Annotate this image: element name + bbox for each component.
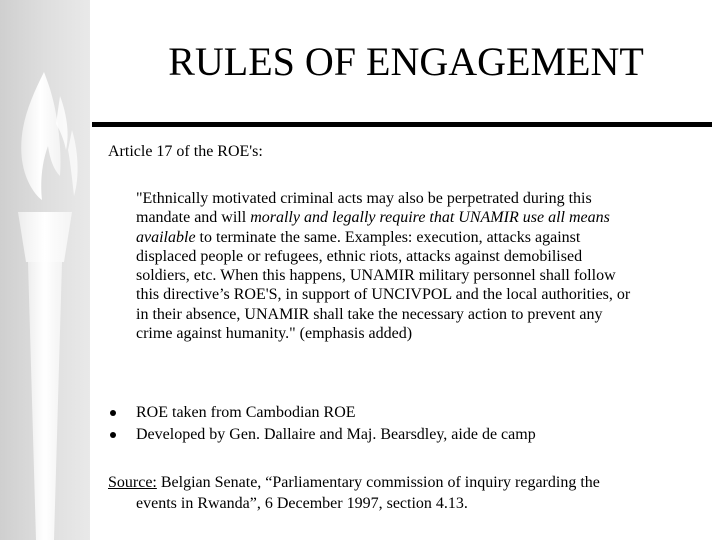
quote-text: mandate and will — [136, 209, 251, 227]
source-line: events in Rwanda”, 6 December 1997, section 4.13. — [136, 495, 468, 512]
quote-line — [136, 208, 716, 227]
quote-line: displaced people or refugees, ethnic riots, attacks against demobilised — [136, 247, 583, 265]
quote-block — [136, 189, 716, 343]
quote-line — [136, 228, 716, 247]
quote-line: this directive’s ROE'S, in support of UNCIVPOL and the local authorities, or — [136, 286, 631, 304]
title-divider — [92, 122, 712, 127]
bullet-list — [108, 402, 536, 446]
bullet-text: ROE taken from Cambodian ROE — [136, 404, 356, 421]
bullet-text: Developed by Gen. Dallaire and Maj. Bearsdley, aide de camp — [136, 426, 536, 443]
quote-line: soldiers, etc. When this happens, UNAMIR military personnel shall follow — [136, 267, 616, 285]
intro-text: Article 17 of the ROE's: — [108, 143, 263, 160]
quote-line: "Ethnically motivated criminal acts may also be perpetrated during this — [136, 190, 592, 207]
quote-emphasis: morally and legally require that UNAMIR use all means — [250, 209, 610, 227]
quote-emphasis: available — [136, 228, 196, 246]
bullet-item — [108, 402, 536, 424]
torch-sidebar — [0, 0, 90, 540]
source-line — [108, 472, 600, 493]
quote-line: crime against humanity." (emphasis added) — [136, 325, 413, 343]
quote-text: to terminate the same. Examples: execution, attacks against — [195, 228, 581, 246]
source-label: Source: — [108, 474, 157, 491]
bullet-dot-icon — [110, 432, 116, 438]
quote-line: in their absence, UNAMIR shall take the necessary action to prevent any — [136, 305, 603, 323]
source-text: Belgian Senate, “Parliamentary commission of inquiry regarding the — [156, 474, 600, 491]
bullet-dot-icon — [110, 410, 116, 416]
bullet-item — [108, 424, 536, 446]
source-citation — [108, 472, 600, 514]
torch-icon — [0, 0, 90, 540]
slide-title: RULES OF ENGAGEMENT — [168, 39, 644, 84]
